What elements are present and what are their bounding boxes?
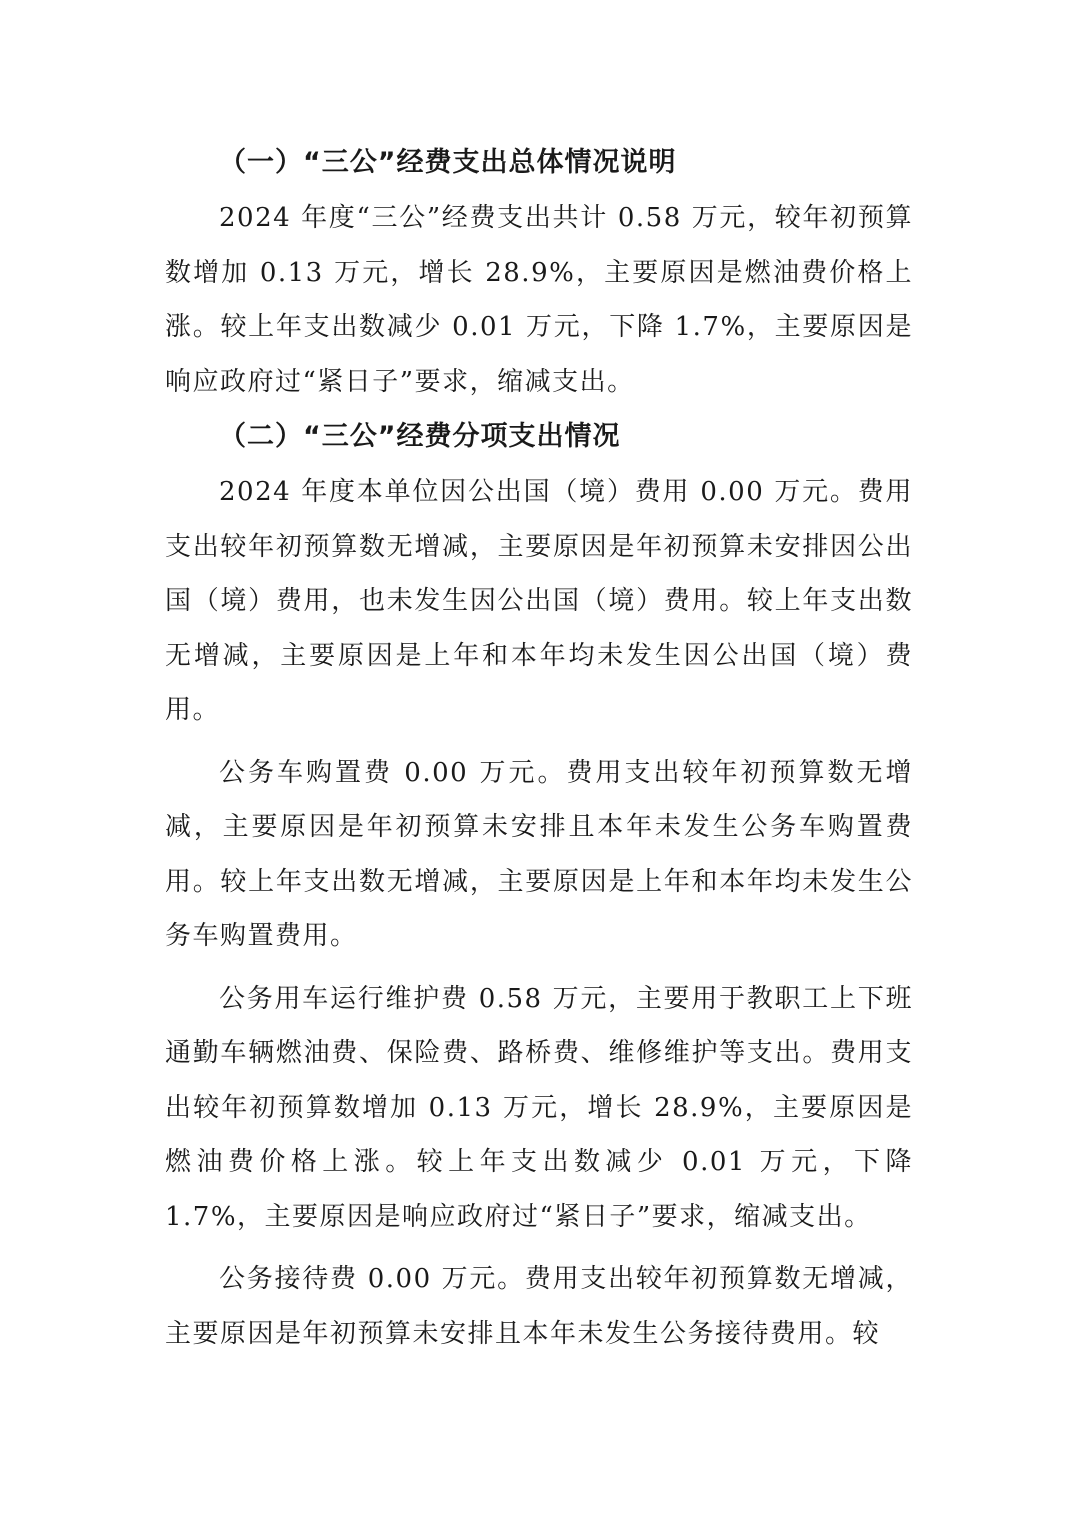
paragraph-reception: 公务接待费 0.00 万元。费用支出较年初预算数无增减，主要原因是年初预算未安排且本年未发生公务接待费用。较 — [165, 1264, 913, 1349]
paragraph-vehicle-purchase: 公务车购置费 0.00 万元。费用支出较年初预算数无增减，主要原因是年初预算未安排且本年未发生公务车购置费用。较上年支出数无增减，主要原因是上年和本年均未发生公务车购置费用。 — [165, 757, 913, 951]
paragraph-vehicle-maintenance: 公务用车运行维护费 0.58 万元，主要用于教职工上下班通勤车辆燃油费、保险费、路桥费、维修维护等支出。费用支出较年初预算数增加 0.13 万元，增长 28.9%，主要原因是燃油费价格上涨。较上年支出数减少 0.01 万元，下降 1.7%，主要原因是响应政府过“紧日子”要求，缩减支出。 — [165, 983, 913, 1232]
section2-heading: （二）“三公”经费分项支出情况 — [219, 421, 621, 452]
section1-paragraph: 2024 年度“三公”经费支出共计 0.58 万元，较年初预算数增加 0.13 万元，增长 28.9%，主要原因是燃油费价格上涨。较上年支出数减少 0.01 万元，下降 1.7%，主要原因是响应政府过“紧日子”要求，缩减支出。 — [165, 203, 913, 397]
paragraph-overseas-travel: 2024 年度本单位因公出国（境）费用 0.00 万元。费用支出较年初预算数无增减，主要原因是年初预算未安排因公出国（境）费用，也未发生因公出国（境）费用。较上年支出数无增减，主要原因是上年和本年均未发生因公出国（境）费用。 — [165, 477, 913, 725]
document-page — [165, 135, 913, 1361]
section1-heading: （一）“三公”经费支出总体情况说明 — [219, 147, 677, 178]
